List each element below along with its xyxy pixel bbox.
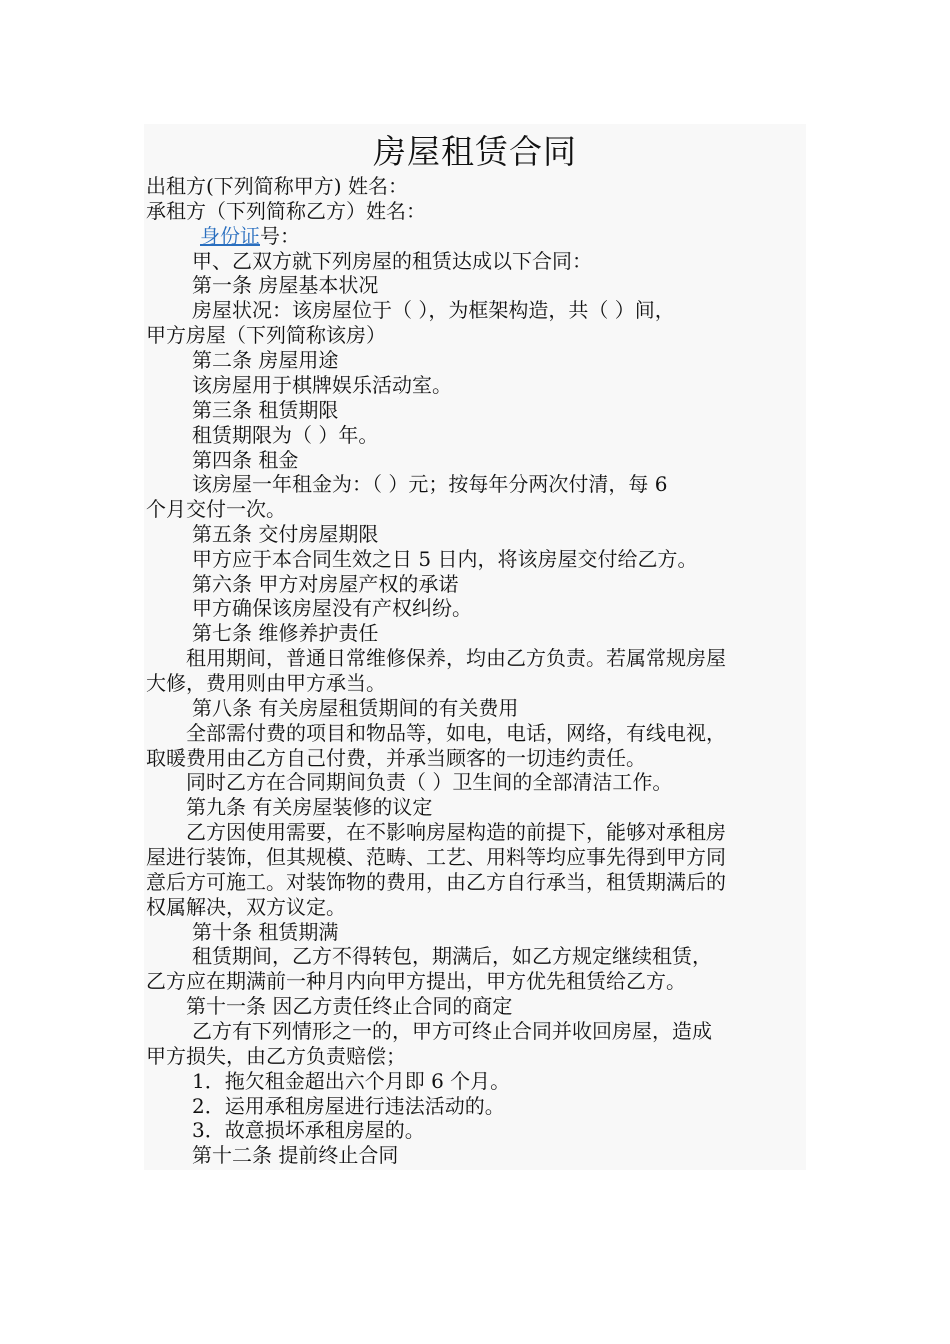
article-8-text-1: 全部需付费的项目和物品等，如电，电话，网络，有线电视，: [186, 721, 726, 745]
document-page: [144, 124, 806, 1170]
article-11-item-3: 3．故意损坏承租房屋的。: [192, 1118, 425, 1142]
article-8-heading: 第八条 有关房屋租赁期间的有关费用: [192, 696, 519, 720]
article-3-text: 租赁期限为（ ）年。: [192, 423, 379, 447]
article-11-text-1: 乙方有下列情形之一的，甲方可终止合同并收回房屋，造成: [192, 1019, 712, 1043]
article-11-item-2: 2．运用承租房屋进行违法活动的。: [192, 1094, 505, 1118]
id-number-line: [200, 224, 300, 249]
lessor-name-line: 出租方(下列简称甲方) 姓名：: [146, 174, 408, 198]
article-8-text-2: 取暖费用由乙方自己付费，并承当顾客的一切违约责任。: [146, 746, 646, 770]
id-card-link[interactable]: 身份证: [200, 224, 260, 248]
article-5-heading: 第五条 交付房屋期限: [192, 522, 379, 546]
article-8-text-3: 同时乙方在合同期间负责（ ）卫生间的全部清洁工作。: [186, 770, 673, 794]
article-11-heading: 第十一条 因乙方责任终止合同的商定: [186, 994, 513, 1018]
article-2-text: 该房屋用于棋牌娱乐活动室。: [192, 373, 452, 397]
lessee-name-line: 承租方（下列简称乙方）姓名：: [146, 199, 426, 223]
article-9-text-4: 权属解决，双方议定。: [146, 895, 346, 919]
article-10-text-2: 乙方应在期满前一种月内向甲方提出，甲方优先租赁给乙方。: [146, 969, 686, 993]
article-6-heading: 第六条 甲方对房屋产权的承诺: [192, 572, 459, 596]
intro-line: 甲、乙双方就下列房屋的租赁达成以下合同：: [192, 249, 592, 273]
article-11-text-2: 甲方损失，由乙方负责赔偿；: [146, 1044, 406, 1068]
article-7-text-2: 大修，费用则由甲方承当。: [146, 671, 386, 695]
article-4-heading: 第四条 租金: [192, 448, 299, 472]
article-10-text-1: 租赁期间，乙方不得转包，期满后，如乙方规定继续租赁，: [192, 944, 712, 968]
article-4-text-1: 该房屋一年租金为：（ ）元；按每年分两次付清，每 6: [192, 472, 668, 496]
article-9-text-2: 屋进行装饰，但其规模、范畴、工艺、用料等均应事先得到甲方同: [146, 845, 726, 869]
article-11-item-1: 1．拖欠租金超出六个月即 6 个月。: [192, 1069, 511, 1093]
article-1-text-1: 房屋状况：该房屋位于（ ），为框架构造，共（ ）间，: [192, 298, 675, 322]
article-6-text: 甲方确保该房屋没有产权纠纷。: [192, 596, 472, 620]
article-1-heading: 第一条 房屋基本状况: [192, 273, 379, 297]
article-2-heading: 第二条 房屋用途: [192, 348, 339, 372]
id-number-label: 号：: [260, 224, 300, 248]
article-9-text-1: 乙方因使用需要，在不影响房屋构造的前提下，能够对承租房: [186, 820, 726, 844]
article-7-text-1: 租用期间，普通日常维修保养，均由乙方负责。若属常规房屋: [186, 646, 726, 670]
article-9-heading: 第九条 有关房屋装修的议定: [186, 795, 433, 819]
article-3-heading: 第三条 租赁期限: [192, 398, 339, 422]
article-10-heading: 第十条 租赁期满: [192, 920, 339, 944]
article-1-text-2: 甲方房屋（下列简称该房）: [146, 323, 386, 347]
document-title: 房屋租赁合同: [373, 132, 577, 171]
article-4-text-2: 个月交付一次。: [146, 497, 286, 521]
article-5-text: 甲方应于本合同生效之日 5 日内，将该房屋交付给乙方。: [192, 547, 698, 571]
article-7-heading: 第七条 维修养护责任: [192, 621, 379, 645]
article-9-text-3: 意后方可施工。对装饰物的费用，由乙方自行承当，租赁期满后的: [146, 870, 726, 894]
article-12-heading: 第十二条 提前终止合同: [192, 1143, 399, 1167]
